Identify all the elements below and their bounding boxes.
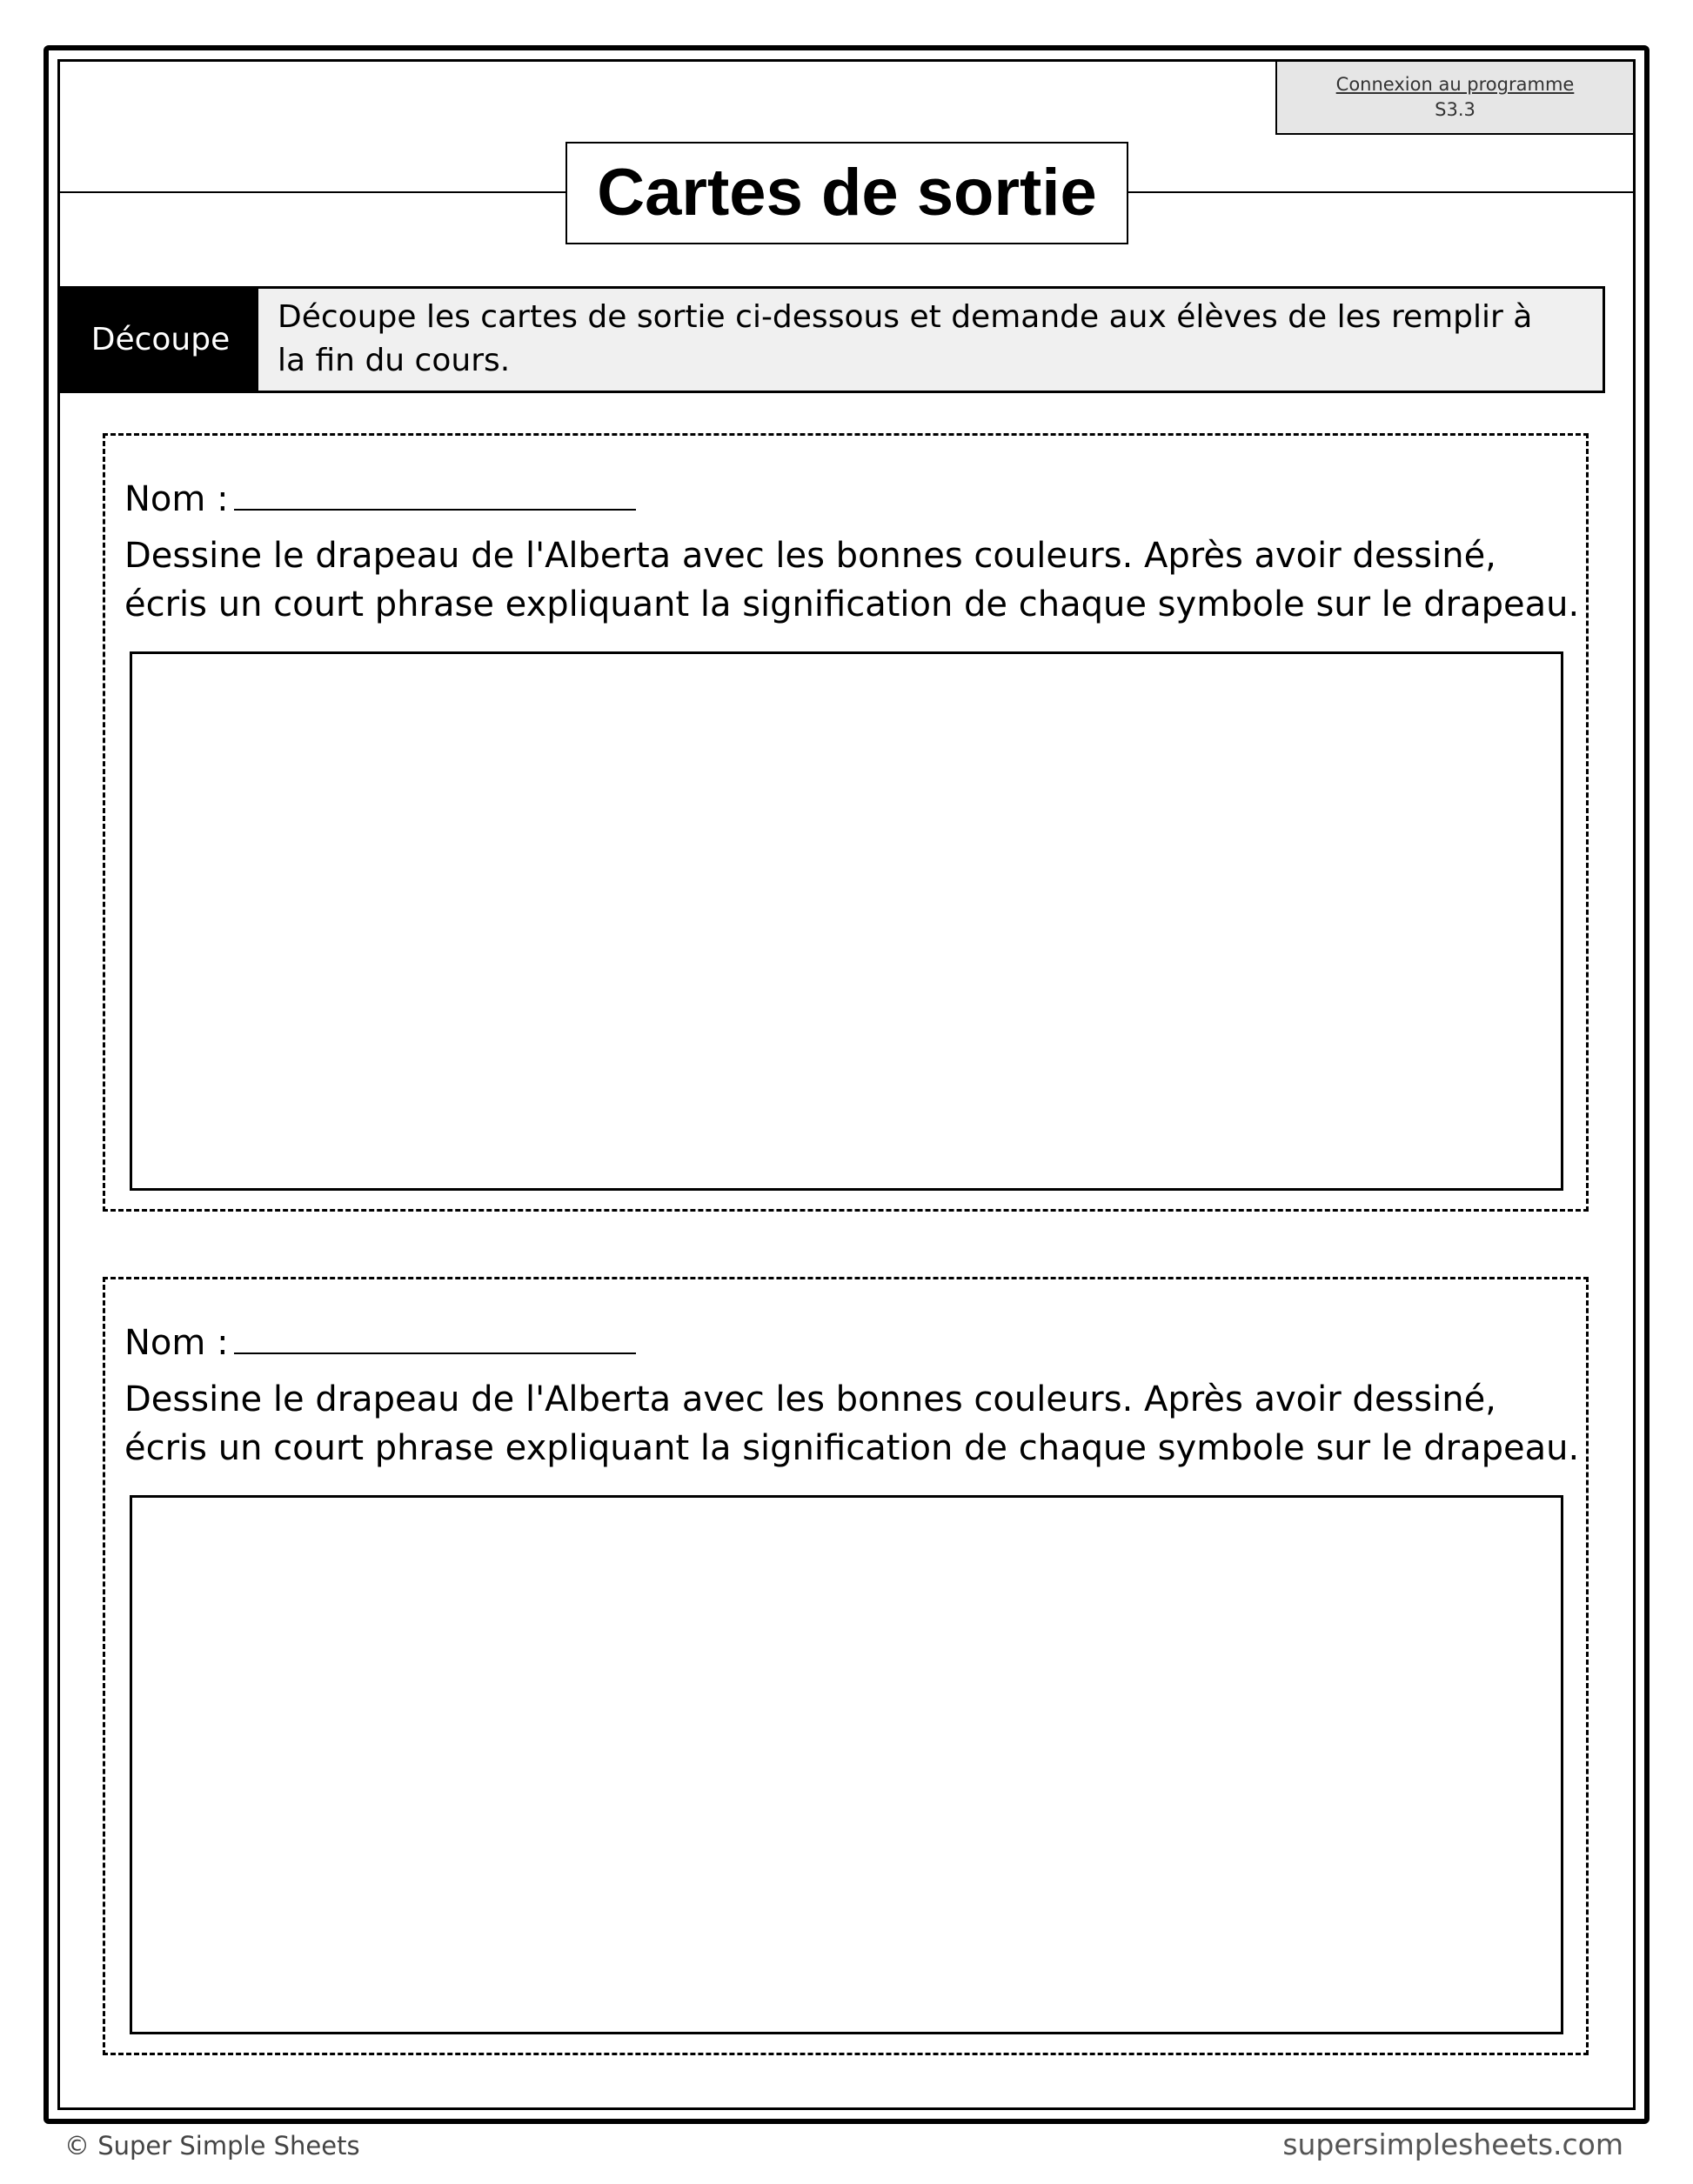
card-prompt-line: écris un court phrase expliquant la signification de chaque symbole sur le drapeau. xyxy=(124,584,1580,624)
name-blank-line xyxy=(234,1314,636,1354)
program-connection-label: Connexion au programme xyxy=(1335,74,1575,95)
exit-card xyxy=(103,433,1589,1212)
card-prompt-line: écris un court phrase expliquant la signification de chaque symbole sur le drapeau. xyxy=(124,1428,1580,1468)
name-field xyxy=(124,1314,636,1367)
footer-copyright: © Super Simple Sheets xyxy=(64,2131,360,2161)
card-prompt-line: Dessine le drapeau de l'Alberta avec les bonnes couleurs. Après avoir dessiné, xyxy=(124,536,1496,576)
footer-website: supersimplesheets.com xyxy=(1282,2127,1623,2161)
name-field xyxy=(124,471,636,524)
card-prompt xyxy=(124,531,1586,629)
name-label: Nom : xyxy=(124,1323,229,1363)
program-connection-code: S3.3 xyxy=(1435,99,1476,120)
exit-card xyxy=(103,1277,1589,2055)
instruction-banner xyxy=(60,286,1605,393)
instruction-text xyxy=(258,289,1603,391)
page-title: Cartes de sortie xyxy=(565,142,1128,244)
name-blank-line xyxy=(234,471,636,511)
card-prompt-line: Dessine le drapeau de l'Alberta avec les bonnes couleurs. Après avoir dessiné, xyxy=(124,1379,1496,1419)
instruction-text-line: la fin du cours. xyxy=(278,343,511,378)
instruction-label: Découpe xyxy=(63,289,258,391)
drawing-box xyxy=(130,1495,1563,2034)
card-prompt xyxy=(124,1375,1586,1473)
name-label: Nom : xyxy=(124,479,229,519)
program-connection-box xyxy=(1275,62,1633,135)
instruction-text-line: Découpe les cartes de sortie ci-dessous et demande aux élèves de les remplir à xyxy=(278,299,1533,335)
drawing-box xyxy=(130,651,1563,1191)
